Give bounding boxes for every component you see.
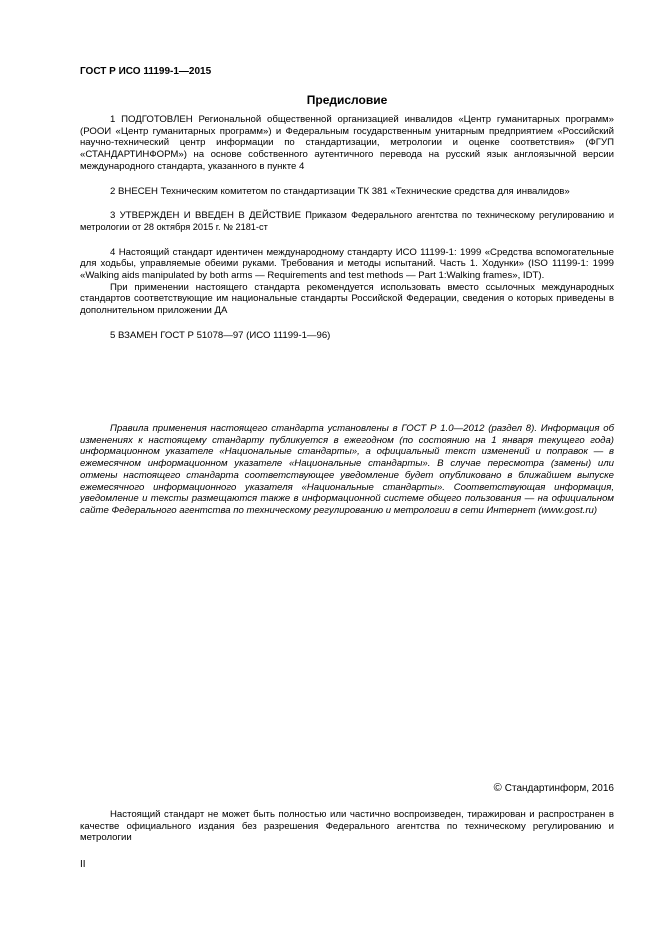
- paragraph-4: 4 Настоящий стандарт идентичен международному стандарту ИСО 11199-1: 1999 «Средства вспомогательные для ходьбы, управляемые обеими руками. Требования и методы испытаний. Часть 1. Ходунки» (ISO 11199-1: 1999 «Walking aids manipulated by both arms — Requirements and test methods — Part 1:Walking frames», IDT).: [80, 246, 614, 282]
- paragraph-3: [80, 210, 614, 233]
- paragraph-5: 5 ВЗАМЕН ГОСТ Р 51078—97 (ИСО 11199-1—96): [110, 329, 331, 341]
- paragraph-3-rest: Приказом Федерального агентства по техническому регулированию и метрологии от 28 октября 2015 г. № 2181-ст: [80, 210, 614, 232]
- copyright-line: [494, 782, 614, 794]
- reproduction-notice-text: Настоящий стандарт не может быть полностью или частично воспроизведен, тиражирован и распространен в качестве официального издания без разрешения Федерального агентства по техническому регулированию и метрологии: [80, 809, 614, 844]
- paragraph-2: 2 ВНЕСЕН Техническим комитетом по стандартизации ТК 381 «Технические средства для инвалидов»: [110, 185, 570, 197]
- rules-notice-text: Правила применения настоящего стандарта установлены в ГОСТ Р 1.0—2012 (раздел 8). Информация об изменениях к настоящему стандарту публикуется в ежегодном (по состоянию на 1 января текущего года) информационном указателе «Национальные стандарты», а официальный текст изменений и поправок — в ежемесячном информационном указателе «Национальные стандарты». В случае пересмотра (замены) или отмены настоящего стандарта соответствующее уведомление будет опубликовано в ближайшем выпуске ежемесячного информационного указателя «Национальные стандарты». Соответствующая информация, уведомление и тексты размещаются также в информационной системе общего пользования — на официальном сайте Федерального агентства по техническому регулированию и метрологии в сети Интернет (www.gost.ru): [80, 423, 614, 516]
- copyright-icon: ©: [493, 782, 502, 794]
- application-rules-notice: [80, 423, 614, 517]
- reproduction-notice: [80, 809, 614, 844]
- paragraph-3-lead: 3 УТВЕРЖДЕН И ВВЕДЕН В ДЕЙСТВИЕ: [110, 210, 302, 222]
- foreword-body: [80, 114, 614, 342]
- page-number: II: [80, 859, 86, 870]
- copyright-text: Стандартинформ, 2016: [504, 783, 614, 794]
- document-code-header: ГОСТ Р ИСО 11199-1—2015: [80, 66, 212, 77]
- paragraph-4-note: При применении настоящего стандарта рекомендуется использовать вместо ссылочных международных стандартов соответствующие им национальные стандарты Российской Федерации, сведения о которых приведены в дополнительном приложении ДА: [80, 281, 614, 317]
- page-title: Предисловие: [306, 93, 388, 107]
- paragraph-1: 1 ПОДГОТОВЛЕН Региональной общественной организацией инвалидов «Центр гуманитарных программ» (РООИ «Центр гуманитарных программ») и Федеральным государственным унитарным предприятием «Российский научно-технический центр информации по стандартизации, метрологии и оценке соответствия» (ФГУП «СТАНДАРТИНФОРМ») на основе собственного аутентичного перевода на русский язык англоязычной версии международного стандарта, указанного в пункте 4: [80, 114, 614, 172]
